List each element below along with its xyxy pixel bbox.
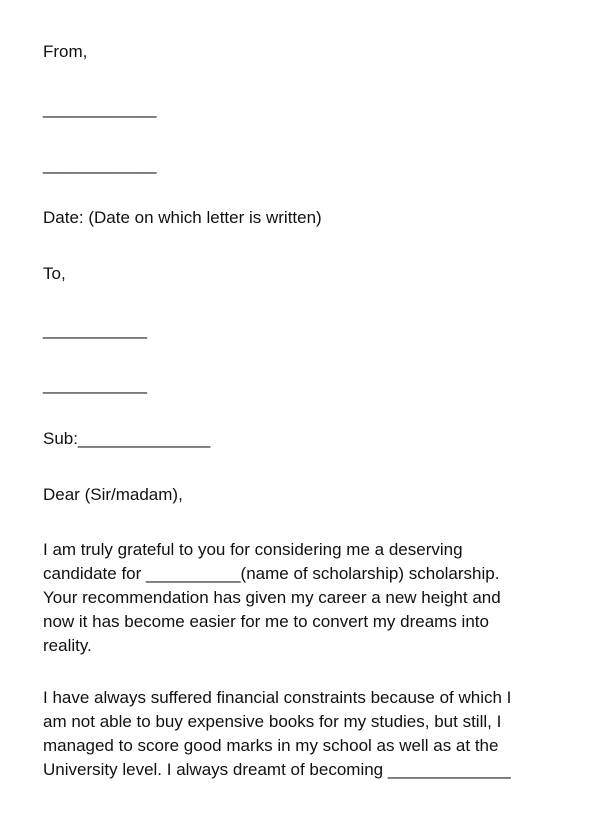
from-label: From, <box>43 42 88 61</box>
paragraph-line: reality. <box>43 636 92 655</box>
paragraph-line: now it has become easier for me to convert my dreams into <box>43 612 489 631</box>
paragraph-background <box>43 686 573 782</box>
paragraph-line: Your recommendation has given my career a new height and <box>43 588 501 607</box>
paragraph-line: am not able to buy expensive books for my studies, but still, I <box>43 712 502 731</box>
date-line: Date: (Date on which letter is written) <box>43 208 322 227</box>
paragraph-line: University level. I always dreamt of becoming _____________ <box>43 760 511 779</box>
paragraph-line: candidate for __________(name of scholarship) scholarship. <box>43 564 500 583</box>
sender-name-blank: ____________ <box>43 99 157 118</box>
sender-address-blank: ____________ <box>43 155 157 174</box>
paragraph-line: I am truly grateful to you for considering me a deserving <box>43 540 463 559</box>
salutation: Dear (Sir/madam), <box>43 485 183 504</box>
paragraph-line: I have always suffered financial constraints because of which I <box>43 688 512 707</box>
recipient-name-blank: ___________ <box>43 320 148 339</box>
to-label: To, <box>43 264 66 283</box>
subject-line: Sub:______________ <box>43 429 211 448</box>
paragraph-line: managed to score good marks in my school as well as at the <box>43 736 499 755</box>
recipient-address-blank: ___________ <box>43 375 148 394</box>
paragraph-gratitude <box>43 538 573 658</box>
